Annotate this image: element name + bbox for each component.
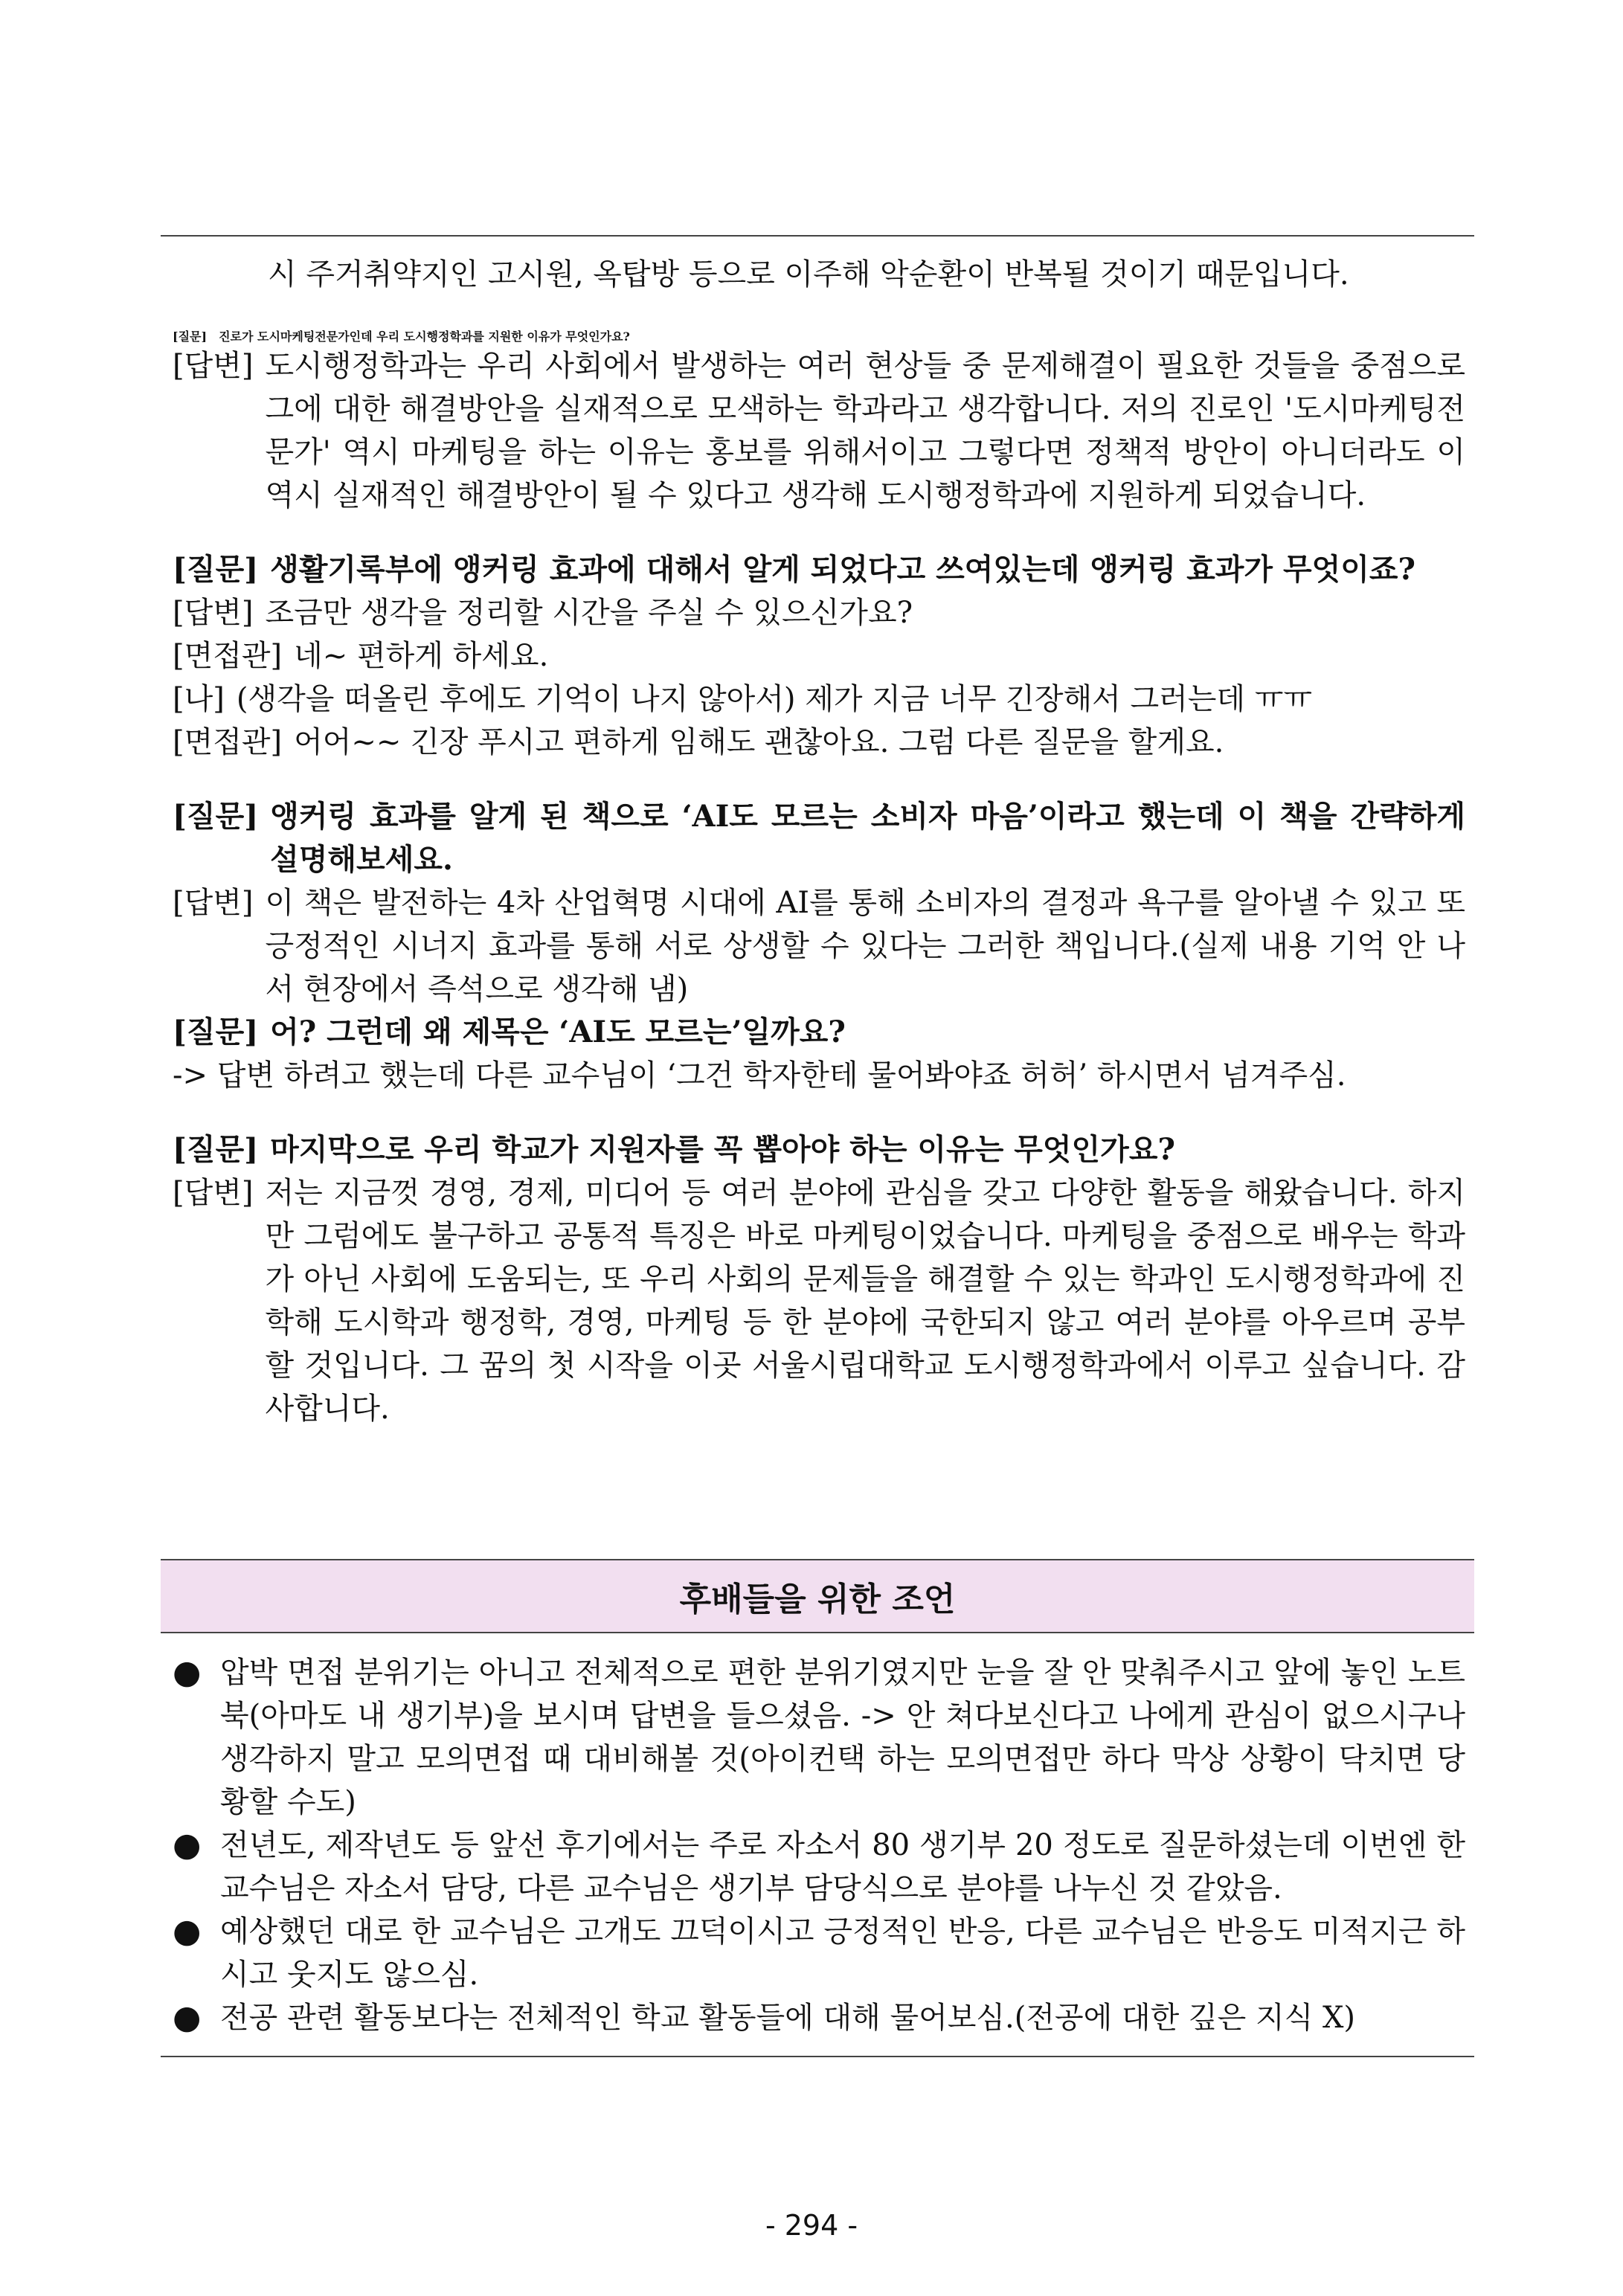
follow-up-note: -> 답변 하려고 했는데 다른 교수님이 ‘그건 학자한테 물어봐야죠 허허’ 하시면서 넘겨주심. — [173, 1058, 1346, 1093]
intro-line: 시 주거취약지인 고시원, 옥탑방 등으로 이주해 악순환이 반복될 것이기 때문입니다. — [268, 257, 1349, 292]
bullet-icon: ● — [173, 1998, 202, 2036]
top-rule — [161, 235, 1474, 237]
question-text: 앵커링 효과를 알게 된 책으로 ‘AI도 모르는 소비자 마음’이라고 했는데 이 책을 간략하게 설명해보세요. — [270, 799, 1465, 877]
question-tag: [질문] — [173, 799, 259, 834]
question-1 — [173, 327, 1465, 344]
question-tag: [질문] — [173, 329, 208, 344]
question-tag: [질문] — [173, 552, 259, 587]
dialogue-text: (생각을 떠올린 후에도 기억이 나지 않아서) 제가 지금 너무 긴장해서 그러는데 ㅠㅠ — [236, 682, 1313, 716]
question-4 — [173, 1128, 1465, 1171]
answer-text: 도시행정학과는 우리 사회에서 발생하는 여러 현상들 중 문제해결이 필요한 것들을 중점으로 그에 대한 해결방안을 실재적으로 모색하는 학과라고 생각합니다. 저의 진로인 '도시마케팅전문가' 역시 마케팅을 하는 이유는 홍보를 위해서이고 그렇다면 정책적 방안이 아니더라도 이 역시 실재적인 해결방안이 될 수 있다고 생각해 도시행정학과에 지원하게 되었습니다. — [265, 349, 1465, 512]
answer-text: 저는 지금껏 경영, 경제, 미디어 등 여러 분야에 관심을 갖고 다양한 활동을 해왔습니다. 하지만 그럼에도 불구하고 공통적 특징은 바로 마케팅이었습니다. 마케팅을 중점으로 배우는 학과가 아닌 사회에 도움되는, 또 우리 사회의 문제들을 해결할 수 있는 학과인 도시행정학과에 진학해 도시학과 행정학, 경영, 마케팅 등 한 분야에 국한되지 않고 여러 분야를 아우르며 공부할 것입니다. 그 꿈의 첫 시작을 이곳 서울시립대학교 도시행정학과에서 이루고 싶습니다. 감사합니다. — [265, 1176, 1465, 1426]
question-text: 마지막으로 우리 학교가 지원자를 꼭 뽑아야 하는 이유는 무엇인가요? — [270, 1132, 1175, 1167]
answer-tag: [답변] — [173, 349, 254, 383]
bullet-icon: ● — [173, 1653, 202, 1691]
question-tag: [질문] — [173, 1014, 259, 1049]
dialogue-text: 어어~~ 긴장 푸시고 편하게 임해도 괜찮아요. 그럼 다른 질문을 할게요. — [294, 725, 1224, 759]
question-3 — [173, 795, 1465, 881]
advice-text: 전년도, 제작년도 등 앞선 후기에서는 주로 자소서 80 생기부 20 정도로 질문하셨는데 이번엔 한 교수님은 자소서 담당, 다른 교수님은 생기부 담당식으로 분야를 나누신 것 같았음. — [220, 1828, 1466, 1906]
question-text: 진로가 도시마케팅전문가인데 우리 도시행정학과를 지원한 이유가 무엇인가요? — [219, 329, 630, 344]
speaker-tag: [나] — [173, 682, 225, 716]
follow-up-question — [173, 1011, 1465, 1054]
answer-tag: [답변] — [173, 886, 254, 920]
advice-text: 압박 면접 분위기는 아니고 전체적으로 편한 분위기였지만 눈을 잘 안 맞춰주시고 앞에 놓인 노트북(아마도 내 생기부)을 보시며 답변을 들으셨음. -> 안 쳐다보신다고 나에게 관심이 없으시구나 생각하지 말고 모의면접 때 대비해볼 것(아이컨택 하는 모의면접만 하다 막상 상황이 닥치면 당황할 수도) — [220, 1656, 1465, 1819]
question-text: 어? 그런데 왜 제목은 ‘AI도 모르는’일까요? — [270, 1014, 846, 1049]
answer-3 — [173, 881, 1465, 1011]
advice-item — [173, 1996, 1465, 2039]
answer-1 — [173, 344, 1465, 517]
advice-text: 전공 관련 활동보다는 전체적인 학교 활동들에 대해 물어보심.(전공에 대한 깊은 지식 X) — [220, 2001, 1356, 2035]
question-text: 생활기록부에 앵커링 효과에 대해서 알게 되었다고 쓰여있는데 앵커링 효과가 무엇이죠? — [270, 552, 1415, 587]
dialogue-line — [173, 634, 1465, 678]
dialogue-line — [173, 678, 1465, 721]
answer-4 — [173, 1171, 1465, 1430]
speaker-tag: [면접관] — [173, 639, 283, 673]
advice-text: 예상했던 대로 한 교수님은 고개도 끄덕이시고 긍정적인 반응, 다른 교수님은 반응도 미적지근 하시고 웃지도 않으심. — [220, 1914, 1465, 1992]
advice-item — [173, 1651, 1465, 1824]
bullet-icon: ● — [173, 1912, 202, 1950]
question-2 — [173, 548, 1465, 591]
answer-tag: [답변] — [173, 1176, 254, 1210]
dialogue-text: 조금만 생각을 정리할 시간을 주실 수 있으신가요? — [265, 596, 913, 630]
advice-item — [173, 1910, 1465, 1996]
page-number: - 294 - — [765, 2209, 858, 2242]
answer-text: 이 책은 발전하는 4차 산업혁명 시대에 AI를 통해 소비자의 결정과 욕구를 알아낼 수 있고 또 긍정적인 시너지 효과를 통해 서로 상생할 수 있다는 그러한 책입니다.(실제 내용 기억 안 나서 현장에서 즉석으로 생각해 냄) — [265, 886, 1465, 1006]
interview-content — [173, 253, 1465, 1430]
advice-list — [173, 1651, 1465, 2039]
advice-header — [161, 1559, 1474, 1633]
dialogue-line — [173, 591, 1465, 634]
bottom-rule — [161, 2056, 1474, 2057]
speaker-tag: [답변] — [173, 596, 254, 630]
speaker-tag: [면접관] — [173, 725, 283, 759]
bullet-icon: ● — [173, 1826, 202, 1864]
dialogue-text: 네~ 편하게 하세요. — [294, 639, 549, 673]
advice-item — [173, 1824, 1465, 1910]
advice-title: 후배들을 위한 조언 — [679, 1580, 956, 1618]
dialogue-line — [173, 721, 1465, 764]
question-tag: [질문] — [173, 1132, 259, 1167]
